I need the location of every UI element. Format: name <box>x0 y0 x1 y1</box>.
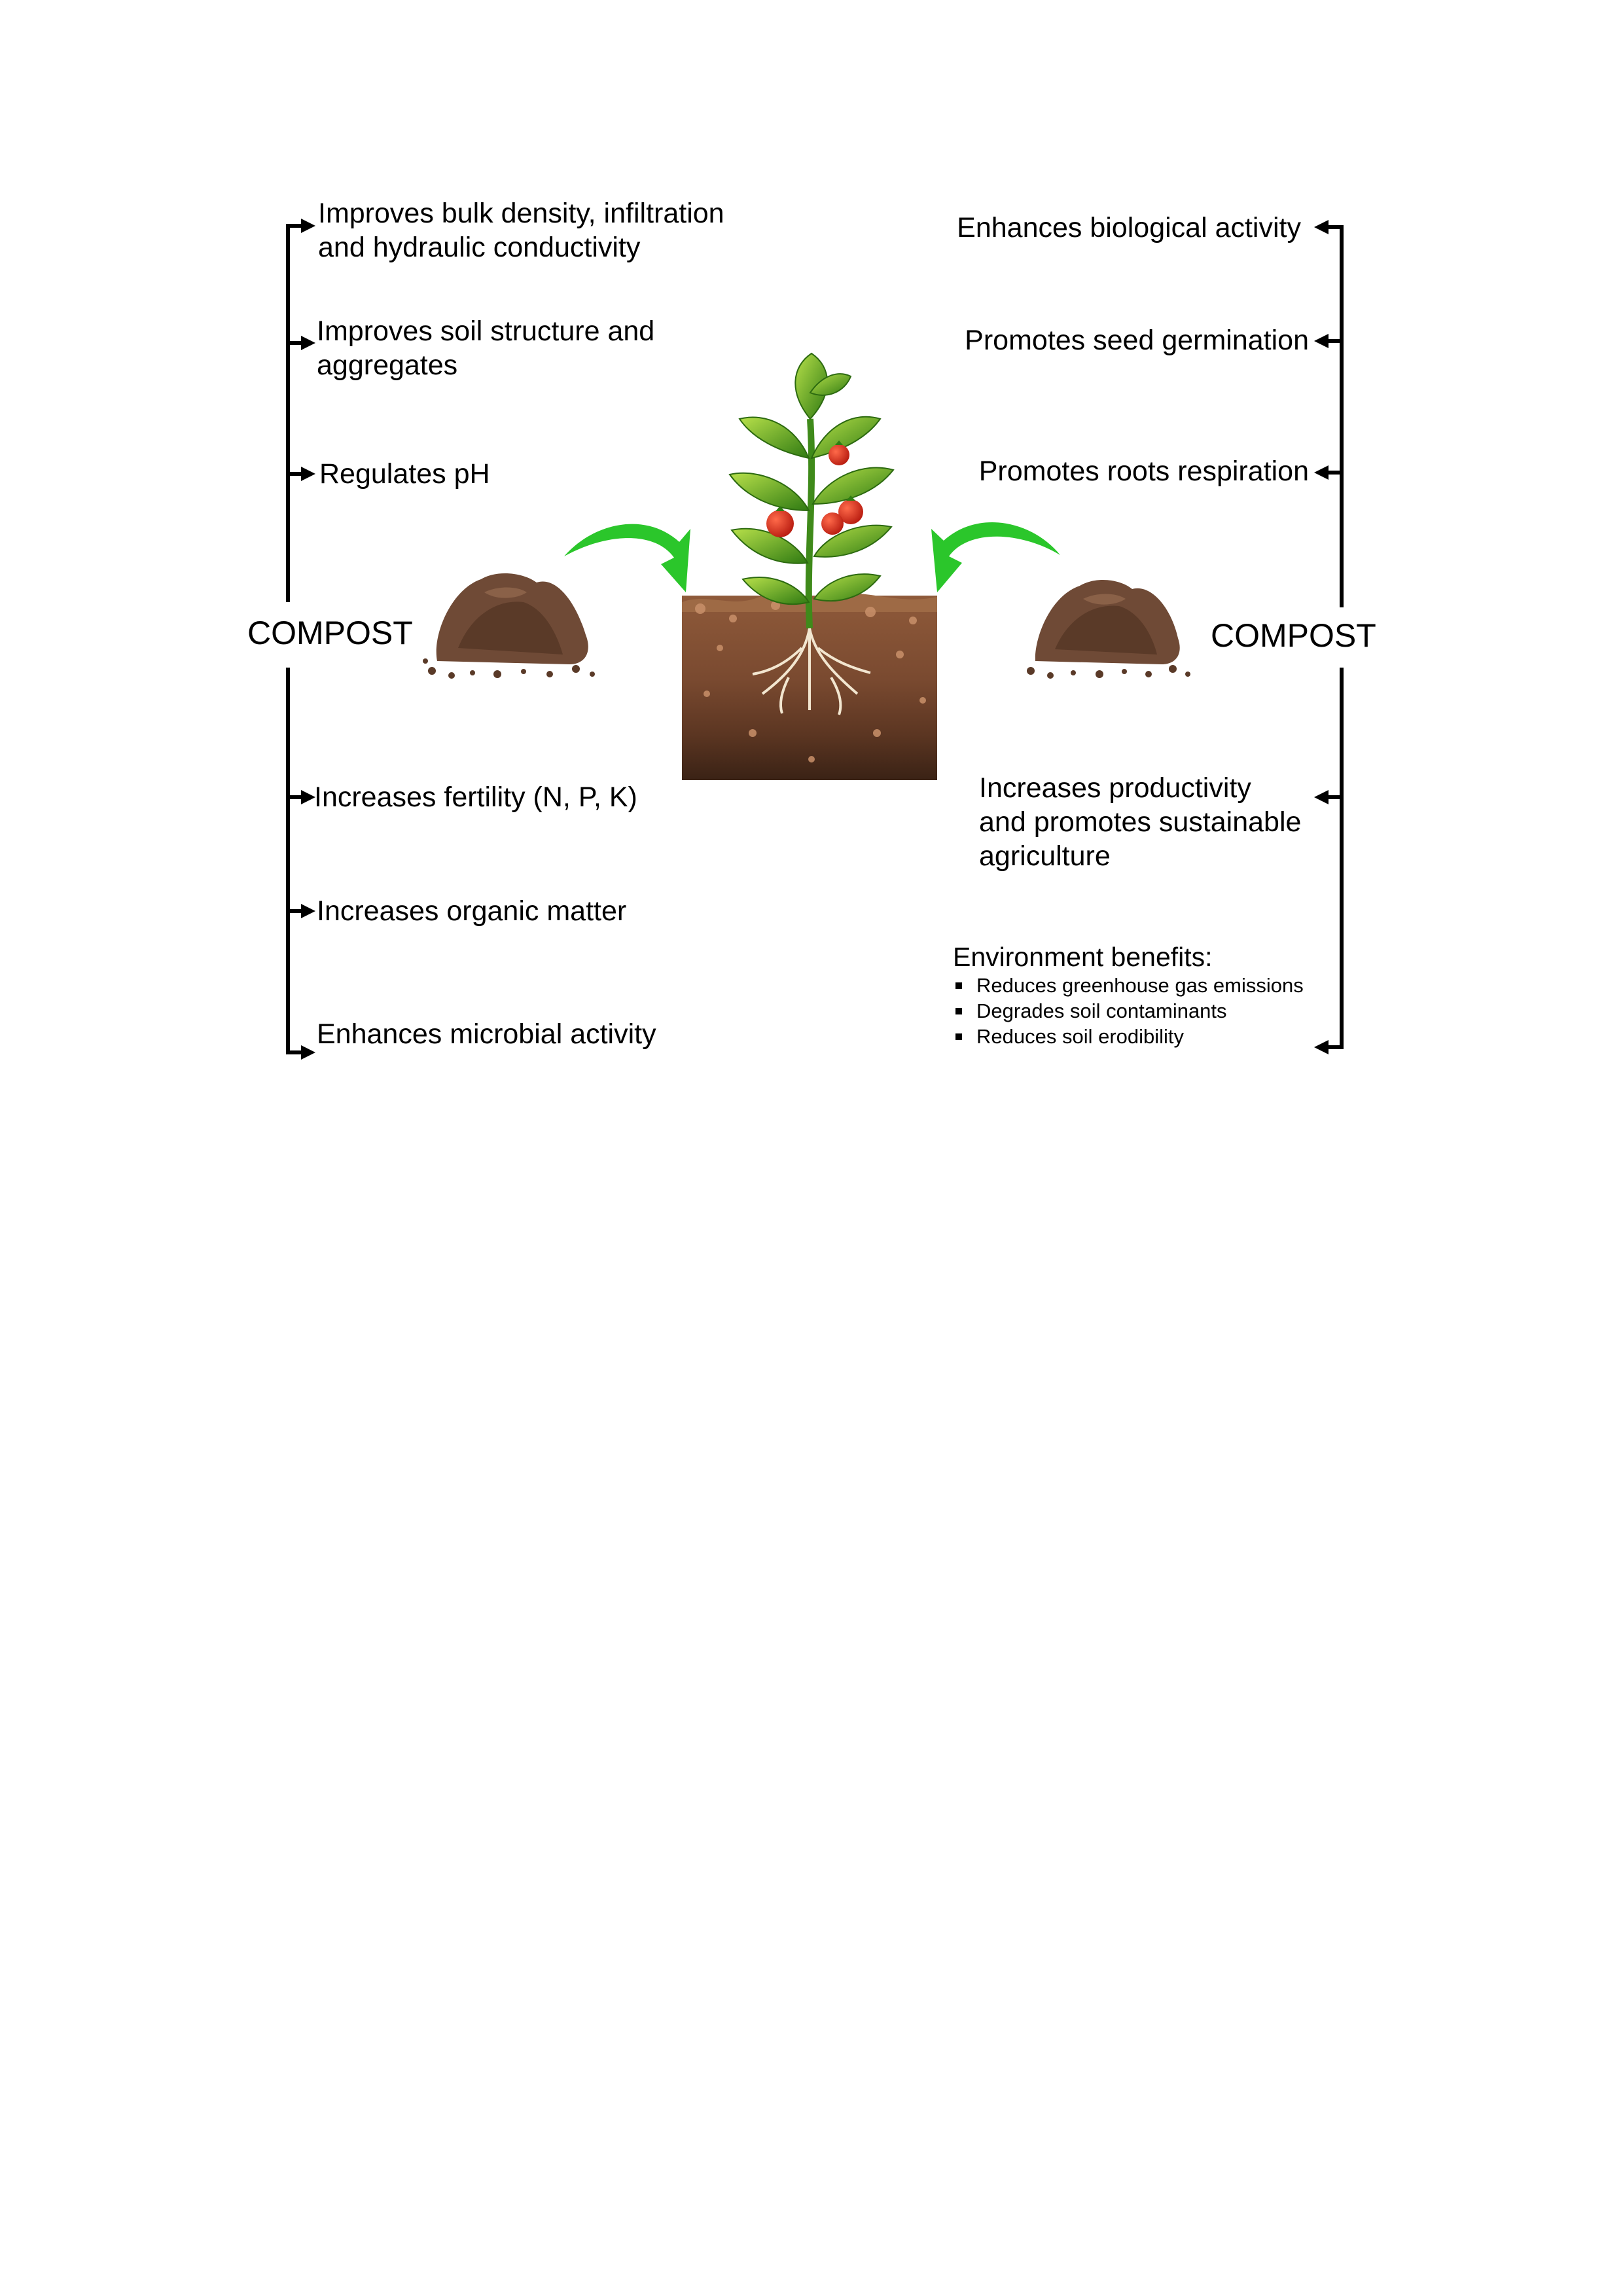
left-item-ph <box>319 457 490 491</box>
arrowhead <box>301 1045 315 1060</box>
plant-in-soil-icon <box>682 353 937 780</box>
left-item-line: aggregates <box>317 350 458 381</box>
compost-pile-icon <box>423 573 595 679</box>
left-bracket-top-line <box>288 226 302 602</box>
left-item-fertility <box>314 780 637 814</box>
left-item-line: Enhances microbial activity <box>317 1018 656 1050</box>
right-bracket-top-line <box>1327 227 1342 607</box>
list-item: Reduces soil erodibility <box>953 1024 1304 1049</box>
environment-benefits-title: Environment benefits: <box>953 942 1213 972</box>
compost-pile-icon <box>1027 580 1190 679</box>
left-item-microbial-activity <box>317 1017 656 1051</box>
left-item-line: and hydraulic conductivity <box>318 232 641 263</box>
arrowhead <box>1314 220 1329 234</box>
arrowhead <box>301 790 315 804</box>
arrowhead <box>1314 790 1329 804</box>
list-item: Degrades soil contaminants <box>953 998 1304 1024</box>
left-item-line: Regulates pH <box>319 458 490 490</box>
environment-benefits-list <box>953 973 1304 1049</box>
right-green-arrow <box>931 522 1060 592</box>
right-item-line: agriculture <box>979 840 1111 872</box>
left-bracket-bottom-line <box>288 668 302 1052</box>
left-item-line: Increases organic matter <box>317 895 627 927</box>
right-item-line: Promotes roots respiration <box>978 456 1309 487</box>
left-item-soil-structure <box>317 314 654 382</box>
left-compost-label: COMPOST <box>247 615 413 651</box>
right-item-seed-germination <box>965 323 1309 357</box>
arrowhead <box>301 467 315 481</box>
arrowhead <box>1314 1040 1329 1054</box>
arrowhead <box>301 336 315 350</box>
left-item-organic-matter <box>317 894 626 928</box>
right-item-line: Enhances biological activity <box>957 212 1301 243</box>
right-item-roots-respiration <box>979 454 1309 488</box>
left-item-line: Increases fertility (N, P, K) <box>314 781 637 813</box>
right-compost-label: COMPOST <box>1211 617 1376 654</box>
stem <box>809 419 812 628</box>
arrowhead <box>301 904 315 918</box>
right-item-biological-activity <box>957 211 1301 245</box>
right-item-productivity <box>979 771 1301 873</box>
arrowhead <box>301 219 315 233</box>
right-bracket-bottom-line <box>1327 668 1342 1047</box>
right-item-line: and promotes sustainable <box>979 806 1302 838</box>
right-item-line: Increases productivity <box>979 772 1251 804</box>
left-item-bulk-density <box>318 196 724 264</box>
list-item: Reduces greenhouse gas emissions <box>953 973 1304 998</box>
left-item-line: Improves soil structure and <box>317 315 655 347</box>
left-item-line: Improves bulk density, infiltration <box>318 198 724 229</box>
arrowhead <box>1314 465 1329 480</box>
arrowhead <box>1314 334 1329 348</box>
left-green-arrow <box>564 524 690 592</box>
right-item-line: Promotes seed germination <box>965 325 1309 356</box>
